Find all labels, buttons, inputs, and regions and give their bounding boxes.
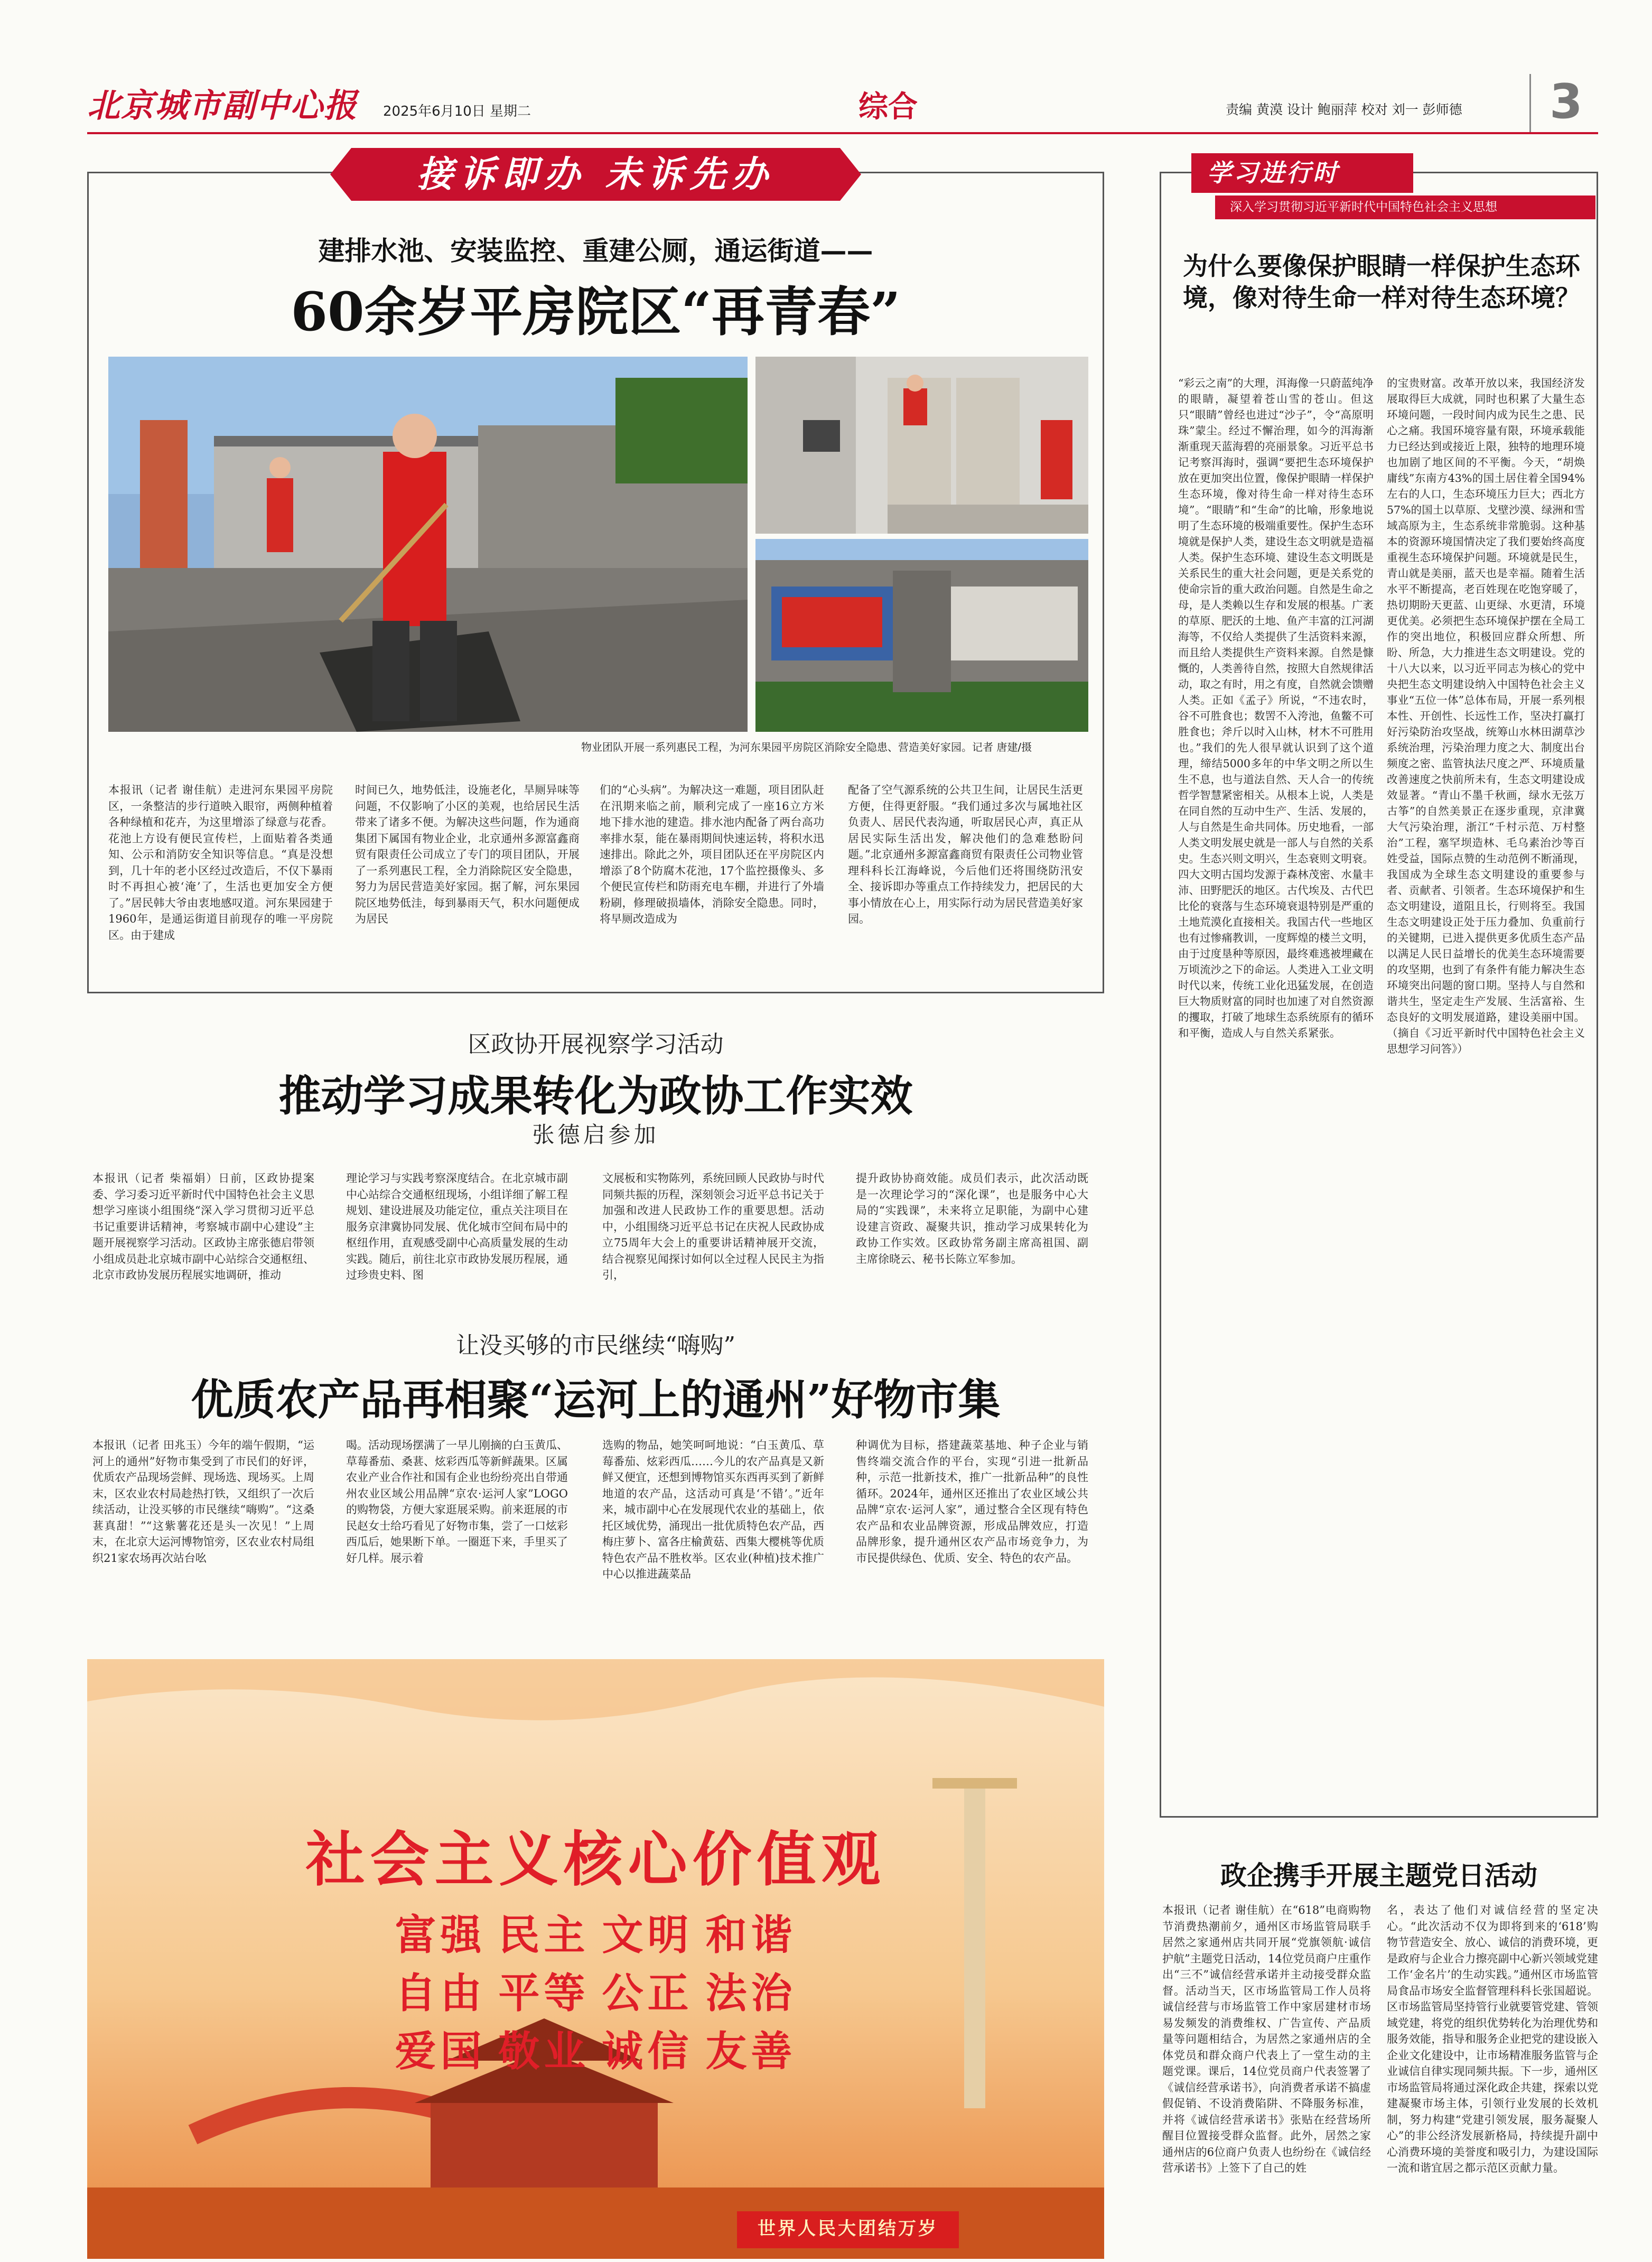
- poster-values-line-3: [87, 2018, 1104, 2078]
- xuexi-tag: 学习进行时: [1191, 153, 1413, 193]
- article1-photo-restroom: [755, 357, 1088, 534]
- article1-subtitle: 建排水池、安装监控、重建公厕，通运街道——: [318, 236, 873, 266]
- article1-column-3: 们的“心头病”。为解决这一难题，项目团队赶在汛期来临之前，顺利完成了一座16立方米地下排水池的建造。排水池内配备了两台高功率排水泵，能在暴雨期间快速运转，将积水迅速排出。除此之外，项目团队还在平房院区内增添了8个防腐木花池，17个监控摄像头、多个便民宣传栏和防雨充电车棚，并进行了外墙粉刷，修理破损墙体，消除安全隐患。同时，将早厕改造成为: [600, 784, 824, 925]
- article4-title: 政企携手开展主题党日活动: [1220, 1860, 1537, 1891]
- value-item: 公正: [602, 1969, 693, 2017]
- article1-photo-caption: 物业团队开展一系列惠民工程，为河东果园平房院区消除安全隐患、营造美好家园。记者 唐建/摄: [581, 741, 1032, 753]
- article4-column-2: 名，表达了他们对诚信经营的坚定决心。“此次活动不仅为即将到来的‘618’购物节营造安全、放心、诚信的消费环境，更是政府与企业合力擦亮副中心新兴领域党建工作‘金名片’的生动实践。”通州区市场监管局食品市场安全监督管理科科长张国超说。区市场监管局坚持管行业就要管党建、管领域党建，将党的组织优势转化为治理优势和服务效能，指导和服务企业把党的建设嵌入企业文化建设中，让市场精准服务监管与企业诚信自律实现同频共振。下一步，通州区市场监管局将通过深化政企共建，探索以党建凝聚市场主体，引领行业发展的长效机制，努力构建“党建引领发展，服务凝聚人心”的非公经济发展新格局，持续提升副中心消费环境的美誉度和吸引力，为建设国际一流和谐宜居之都示范区贡献力量。: [1387, 1904, 1598, 2174]
- section-name: 综合: [858, 90, 918, 124]
- article2-column-1: 本报讯（记者 柴福娟）日前，区政协提案委、学习委习近平新时代中国特色社会主义思想学习座谈小组围绕“深入学习贯彻习近平总书记重要讲话精神，考察城市副中心建设”主题开展视察学习活动。区政协主席张德启带领小组成员赴北京城市副中心站综合交通枢纽、北京市政协发展历程展实地调研，推动: [92, 1172, 314, 1281]
- page-number: [1529, 74, 1598, 132]
- article1-column-4: 配备了空气源系统的公共卫生间，让居民生活更方便，住得更舒服。“我们通过多次与属地社区负责人、居民代表沟通，听取居民心声，真正从居民实际生活出发，解决他们的急难愁盼问题。”北京通州多源富鑫商贸有限责任公司物业管理科科长江海峰说，今后他们还将围绕防汛安全、接诉即办等重点工作持续发力，把居民的大事小情放在心上，用实际行动为居民营造美好家园。: [848, 784, 1083, 925]
- article1-column-2: 时间已久，地势低洼，设施老化，旱厕异味等问题，不仅影响了小区的美观，也给居民生活带来了诸多不便。为解决这些问题，作为通商集团下属国有物业企业，北京通州多源富鑫商贸有限责任公司成立了专门的项目团队，开展了一系列惠民工程，全力消除院区安全隐患，努力为居民营造美好家园。据了解，河东果园院区地势低洼，每到暴雨天气，积水问题便成为居民: [355, 784, 580, 925]
- article1-photo-alley: [755, 539, 1088, 732]
- poster-title: 社会主义核心价值观: [305, 1825, 886, 1894]
- article2-subtitle: 区政协开展视察学习活动: [468, 1031, 724, 1058]
- article1-title: 60余岁平房院区“再青春”: [291, 281, 901, 343]
- article4-column-1: 本报讯（记者 谢佳航）在“618”电商购物节消费热潮前夕，通州区市场监管局联手居然之家通州店共同开展“党旗领航·诚信护航”主题党日活动，14位党员商户庄重作出“三不”诚信经营承诺并主动接受群众监督。活动当天，区市场监管局工作人员将诚信经营与市场监管工作中家居建材市场易发频发的消费维权、广告宣传、产品质量等问题相结合，为居然之家通州店的全体党员和群众商户代表上了一堂生动的主题党课。课后，14位党员商户代表签署了《诚信经营承诺书》，向消费者承诺不搞虚假促销、不设消费陷阱、不降服务标准，并将《诚信经营承诺书》张贴在经营场所醒目位置接受群众监督。此外，居然之家通州店的6位商户负责人也纷纷在《诚信经营承诺书》上签下了自己的姓: [1162, 1904, 1371, 2174]
- article1-main-photo: [108, 357, 748, 732]
- value-item: 文明: [602, 1911, 693, 1959]
- value-item: 诚信: [602, 2027, 693, 2075]
- value-item: 友善: [705, 2027, 797, 2075]
- article2-column-4: 提升政协协商效能。成员们表示，此次活动既是一次理论学习的“深化课”，也是服务中心大局的“实践课”，未来将立足职能，为副中心建设建言资政、凝聚共识，推动学习成果转化为政协工作实效。区政协常务副主席高祖国、副主席徐晓云、秘书长陈立军参加。: [856, 1172, 1088, 1265]
- article2-byline: 张德启参加: [532, 1122, 659, 1148]
- page-number-label: 3: [1550, 74, 1583, 129]
- xuexi-band: 深入学习贯彻习近平新时代中国特色社会主义思想: [1215, 196, 1595, 219]
- header-rule: [87, 132, 1598, 134]
- article1-banner: 接诉即办 未诉先办: [351, 148, 840, 201]
- article3-title: 优质农产品再相聚“运河上的通州”好物市集: [191, 1375, 1001, 1425]
- value-item: 民主: [498, 1911, 590, 1959]
- article3-column-4: 种调优为目标，搭建蔬菜基地、种子企业与销售终端交流合作的平台，实现“引进一批新品种，示范一批新技术，推广一批新品种”的良性循环。2024年，通州区还推出了农业区域公共品牌“京农·运河人家”，通过整合全区现有特色农产品和农业品牌资源，形成品牌效应，打造品牌形象，提升通州区农产品市场竞争力，为市民提供绿色、优质、安全、特色的农产品。: [856, 1439, 1088, 1565]
- value-item: 平等: [498, 1969, 590, 2017]
- xuexi-title: 为什么要像保护眼睛一样保护生态环境，像对待生命一样对待生态环境？: [1183, 252, 1580, 313]
- poster-banner-text: 世界人民大团结万岁: [758, 2218, 938, 2239]
- article1-column-1: 本报讯（记者 谢佳航）走进河东果园平房院区，一条整洁的步行道映入眼帘，两侧种植着各种绿植和花卉，为这里增添了绿意与花香。花池上方设有便民宣传栏，上面贴着各类通知、公示和消防安全知识等信息。“真是没想到，几十年的老小区经过改造后，不仅下暴雨时不再担心被‘淹’了，生活也更加安全方便了。”居民韩大爷由衷地感叹道。河东果园建于1960年，是通运街道目前现存的唯一平房院区。由于建成: [108, 784, 333, 942]
- value-item: 富强: [395, 1911, 486, 1959]
- value-item: 自由: [395, 1969, 486, 2017]
- poster-values-line-1: [87, 1902, 1104, 1961]
- article3-column-2: 喝。活动现场摆满了一早儿刚摘的白玉黄瓜、草莓番茄、桑葚、炫彩西瓜等新鲜蔬果。区属农业产业合作社和国有企业也纷纷亮出自带通州农业区域公用品牌“京农·运河人家”LOGO的购物袋，方便大家逛展采购。前来逛展的市民赵女士给巧看见了好物市集，尝了一口炫彩西瓜后，她果断下单。一圈逛下来，手里买了好几样。展示着: [346, 1439, 568, 1565]
- value-item: 法治: [705, 1969, 797, 2017]
- poster-values-line-2: [87, 1960, 1104, 2019]
- value-item: 爱国: [395, 2027, 486, 2075]
- value-item: 和谐: [705, 1911, 797, 1959]
- newspaper-masthead: 北京城市副中心报: [87, 86, 358, 125]
- article2-title: 推动学习成果转化为政协工作实效: [278, 1071, 913, 1121]
- article2-column-3: 文展板和实物陈列，系统回顾人民政协与时代同频共振的历程，深刻领会习近平总书记关于加强和改进人民政协工作的重要思想。活动中，小组围绕习近平总书记在庆祝人民政协成立75周年大会上的重要讲话精神展开交流，结合视察见闻探讨如何以全过程人民民主为指引，: [602, 1172, 824, 1281]
- article2-column-2: 理论学习与实践考察深度结合。在北京城市副中心站综合交通枢纽现场，小组详细了解工程规划、建设进展及功能定位，重点关注项目在服务京津冀协同发展、优化城市空间布局中的枢纽作用，直观感受副中心高质量发展的生动实践。随后，前往北京市政协发展历程展，通过珍贵史料、图: [346, 1172, 568, 1281]
- article3-column-1: 本报讯（记者 田兆玉）今年的端午假期，“运河上的通州”好物市集受到了市民们的好评，优质农产品现场尝鲜、现场选、现场买。上周末，区农业农村局趁热打铁，又组织了一次后续活动，让没买够的市民继续“嗨购”。“这桑葚真甜！”“这紫薯花还是头一次见！”上周末，在北京大运河博物馆旁，区农业农村局组织21家农场再次站台吆: [92, 1439, 314, 1565]
- value-item: 敬业: [498, 2027, 590, 2075]
- editor-credits: 责编 黄漠 设计 鲍丽萍 校对 刘一 彭师德: [1226, 102, 1462, 117]
- article3-subtitle: 让没买够的市民继续“嗨购”: [456, 1332, 735, 1359]
- xuexi-column-2: 的宝贵财富。改革开放以来，我国经济发展取得巨大成就，同时也积累了大量生态环境问题，一段时间内成为民生之患、民心之痛。我国环境容量有限，环境承载能力已经达到或接近上限，独特的地理环境也加剧了地区间的不平衡。今天，“胡焕庸线”东南方43%的国土居住着全国94%左右的人口，生态环境压力巨大；西北方57%的国土以草原、戈壁沙漠、绿洲和雪域高原为主，生态系统非常脆弱。这种基本的资源环境国情决定了我们要始终高度重视生态环境保护问题。环境就是民生，青山就是美丽，蓝天也是幸福。随着生活水平不断提高，老百姓现在吃饱穿暖了，热切期盼天更蓝、山更绿、水更清，环境更优美。必须把生态环境保护摆在全局工作的突出地位，积极回应群众所想、所盼、所急，大力推进生态文明建设。党的十八大以来，以习近平同志为核心的党中央把生态文明建设纳入中国特色社会主义事业“五位一体”总体布局，开展一系列根本性、开创性、长远性工作，坚决打赢打好污染防治攻坚战，统筹山水林田湖草沙系统治理，污染治理力度之大、制度出台频度之密、监管执法尺度之严、环境质量改善速度之快前所未有，生态文明建设成效显著。“青山不墨千秋画，绿水无弦万古筝”的自然美景正在逐步重现，京津冀大气污染治理，浙江“千村示范、万村整治”工程，塞罕坝造林、毛乌素治沙等百姓受益，国际点赞的生动范例不断涌现，我国成为全球生态文明建设的重要参与者、贡献者、引领者。生态环境保护和生态文明建设，道阻且长，行则将至。我国生态文明建设正处于压力叠加、负重前行的关键期，已进入提供更多优质生态产品以满足人民日益增长的优美生态环境需要的攻坚期，也到了有条件有能力解决生态环境突出问题的窗口期。坚持人与自然和谐共生，坚定走生产发展、生活富裕、生态良好的文明发展道路，建设美丽中国。（摘自《习近平新时代中国特色社会主义思想学习问答》）: [1387, 377, 1585, 1055]
- xuexi-column-1: “彩云之南”的大理，洱海像一只蔚蓝纯净的眼睛，凝望着苍山雪的苍山。但这只“眼睛”曾经也进过“沙子”，令“高原明珠”蒙尘。经过不懈治理，如今的洱海渐渐重现天蓝海碧的亮丽景象。习近平总书记考察洱海时，强调“要把生态环境保护放在更加突出位置，像保护眼睛一样保护生态环境，像对待生命一样对待生态环境”。“眼睛”和“生命”的比喻，形象地说明了生态环境的极端重要性。保护生态环境就是保护人类，建设生态文明就是造福人类。保护生态环境、建设生态文明既是关系民生的重大社会问题，更是关系党的使命宗旨的重大政治问题。自然是生命之母，是人类赖以生存和发展的根基。广袤的草原、肥沃的土地、鱼产丰富的江河湖海等，不仅给人类提供了生活资料来源，而且给人类提供生产资料来源。自然是慷慨的，人类善待自然，按照大自然规律活动，取之有时，用之有度，自然就会馈赠人类。正如《孟子》所说，“不违农时，谷不可胜食也；数罟不入洿池，鱼鳖不可胜食也；斧斤以时入山林，材木不可胜用也。”我们的先人很早就认识到了这个道理，缔结5000多年的中华文明之所以生生不息，也与道法自然、天人合一的传统哲学智慧紧密相关。从根本上说，人类是在同自然的互动中生产、生活、发展的，人与自然是生命共同体。历史地看，一部人类文明发展史就是一部人与自然的关系史。生态兴则文明兴，生态衰则文明衰。四大文明古国均发源于森林茂密、水量丰沛、田野肥沃的地区。古代埃及、古代巴比伦的衰落与生态环境衰退特别是严重的土地荒漠化直接相关。我国古代一些地区也有过惨痛教训，一度辉煌的楼兰文明，由于过度垦种等原因，最终难逃被埋藏在万顷流沙之下的命运。人类进入工业文明时代以来，传统工业化迅猛发展，在创造巨大物质财富的同时也加速了对自然资源的攫取，打破了地球生态系统原有的循环和平衡，造成人与自然关系紧张。: [1178, 377, 1374, 1039]
- article3-column-3: 选购的物品，她笑呵呵地说：“白玉黄瓜、草莓番茄、炫彩西瓜……今儿的农产品真是又新鲜又便宜，还想到博物馆买东西再买到了新鲜地道的农产品，这活动可真是‘不错’。”近年来，城市副中心在发展现代农业的基础上，依托区域优势，涌现出一批优质特色农产品，西梅庄萝卜、富各庄榆黄菇、西集大樱桃等优质特色农产品不胜枚举。区农业(种植)技术推广中心以推进蔬菜品: [602, 1439, 824, 1580]
- core-values-poster: [87, 1659, 1104, 2259]
- issue-date: 2025年6月10日 星期二: [383, 104, 531, 119]
